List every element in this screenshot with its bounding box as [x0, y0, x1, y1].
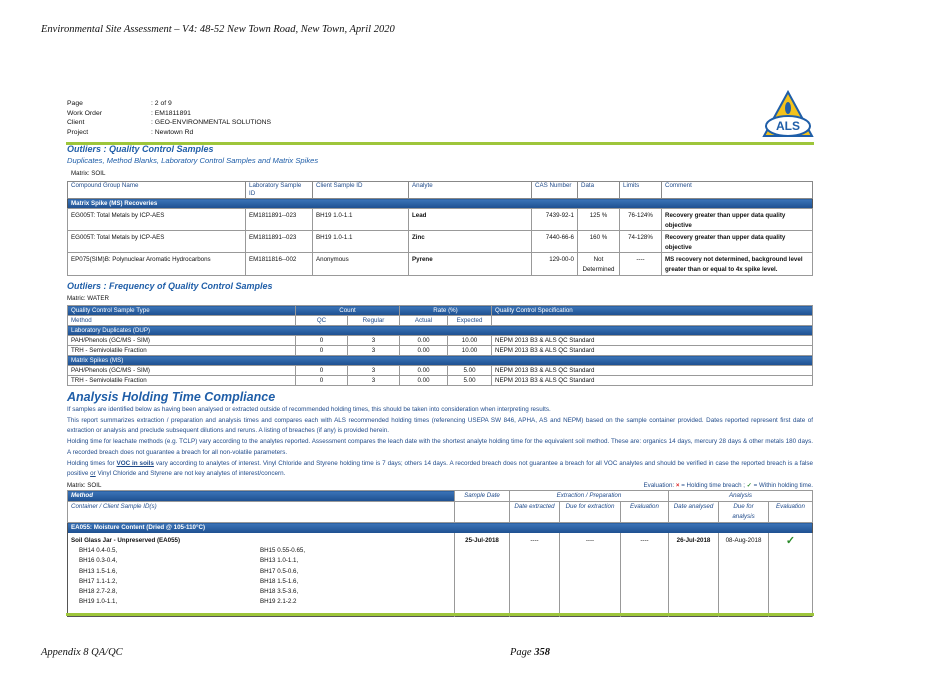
- sample-id: BH17 1.1-1.2,: [79, 577, 118, 585]
- svg-text:ALS: ALS: [776, 119, 800, 133]
- section-subtitle: Duplicates, Method Blanks, Laboratory Control Samples and Matrix Spikes: [67, 156, 319, 165]
- container-name: Soil Glass Jar - Unpreserved (EA055): [71, 537, 181, 544]
- column-header: Client Sample ID: [313, 182, 409, 199]
- qc-count: 0: [296, 346, 348, 356]
- eval-extraction: ----: [621, 533, 669, 607]
- date-analysed: 26-Jul-2018: [669, 533, 719, 607]
- expected-rate: 10.00: [448, 346, 492, 356]
- header-analysis: Analysis: [669, 491, 813, 502]
- paragraph: This report summarizes extraction / preparation and analysis times and compares each with ALS recommended holding times (referencing USEPA SW 846, APHA, AS and NEPM) based on the sample container provided. Dates reported represent first date of extraction or analysis and preclude subsequent dilutions and reruns. A listing of breaches (if any) is provided herein.: [67, 416, 813, 435]
- expected-rate: 5.00: [448, 376, 492, 386]
- comment: Recovery greater than upper data quality objective: [662, 209, 813, 231]
- header-blank: [455, 502, 510, 523]
- header-actual: Actual: [400, 316, 448, 326]
- header-count: Count: [296, 306, 400, 316]
- voc-pre: Holding times for: [67, 459, 115, 467]
- qc-frequency-table: [67, 305, 813, 386]
- footer-appendix: Appendix 8 QA/QC: [41, 647, 123, 658]
- qc-count: 0: [296, 376, 348, 386]
- comment: Recovery greater than upper data quality objective: [662, 231, 813, 253]
- regular-count: 3: [348, 336, 400, 346]
- sample-id-list: [71, 546, 451, 607]
- method: TRH - Semivolatile Fraction: [68, 376, 296, 386]
- meta-value: : EM1811891: [151, 109, 191, 117]
- meta-key: Work Order: [67, 109, 102, 117]
- method: PAH/Phenols (GC/MS - SIM): [68, 336, 296, 346]
- band-row: Matrix Spike (MS) Recoveries: [68, 199, 813, 209]
- sample-id: BH19 1.0-1.1,: [79, 598, 118, 606]
- als-logo: [762, 90, 814, 140]
- header-evaluation: Evaluation: [621, 502, 669, 523]
- column-header: Data: [578, 182, 620, 199]
- method-band: EA055: Moisture Content (Dried @ 105-110°C): [68, 523, 813, 534]
- analyte: Pyrene: [409, 253, 532, 275]
- column-header: CAS Number: [532, 182, 578, 199]
- qc-count: 0: [296, 336, 348, 346]
- qc-spec: NEPM 2013 B3 & ALS QC Standard: [492, 366, 813, 376]
- header-qc: QC: [296, 316, 348, 326]
- analyte: Lead: [409, 209, 532, 231]
- header-spec: Quality Control Specification: [492, 306, 813, 316]
- column-header: Comment: [662, 182, 813, 199]
- meta-row: [67, 128, 271, 138]
- cas-number: 7440-66-6: [532, 231, 578, 253]
- meta-row: [67, 99, 271, 109]
- sample-id: BH14 0.4-0.5,: [79, 547, 118, 555]
- header-method: Method: [68, 316, 296, 326]
- qc-outliers-table: [67, 181, 813, 276]
- due-extraction: ----: [560, 533, 621, 607]
- document-header: Environmental Site Assessment – V4: 48-52 New Town Road, New Town, April 2020: [41, 24, 395, 35]
- column-header: Laboratory Sample ID: [246, 182, 313, 199]
- column-header: Analyte: [409, 182, 532, 199]
- cas-number: 7439-92-1: [532, 209, 578, 231]
- holding-time-text: [67, 405, 813, 480]
- sample-id: BH16 0.3-0.4,: [79, 557, 118, 565]
- comment: MS recovery not determined, background level greater than or equal to 4x spike level.: [662, 253, 813, 275]
- expected-rate: 10.00: [448, 336, 492, 346]
- client-sample-id: BH19 1.0-1.1: [313, 231, 409, 253]
- table-row: [68, 336, 813, 346]
- data-value: Not Determined: [578, 253, 620, 275]
- meta-value: : Newtown Rd: [151, 128, 194, 136]
- qc-spec: NEPM 2013 B3 & ALS QC Standard: [492, 336, 813, 346]
- paragraph-voc: [67, 459, 813, 480]
- report-meta: [67, 99, 271, 137]
- limits: ----: [620, 253, 662, 275]
- header-due-analysis: Due for analysis: [719, 502, 769, 523]
- check-icon: ✓: [785, 535, 796, 547]
- table-row: [68, 366, 813, 376]
- within-text: = Within holding time.: [753, 482, 813, 489]
- meta-value: : GEO-ENVIRONMENTAL SOLUTIONS: [151, 119, 272, 127]
- sample-id: BH15 0.55-0.65,: [260, 547, 306, 555]
- section-title-qc-frequency: Outliers : Frequency of Quality Control Samples: [67, 281, 273, 291]
- header-method: Method: [68, 491, 455, 502]
- header-evaluation-2: Evaluation: [769, 502, 813, 523]
- sample-id: BH18 1.5-1.6,: [260, 577, 299, 585]
- meta-key: Project: [67, 128, 89, 136]
- table-row: [68, 253, 813, 275]
- client-sample-id: BH19 1.0-1.1: [313, 209, 409, 231]
- meta-value: : 2 of 9: [151, 100, 172, 107]
- matrix-label: Matrix: SOIL: [71, 170, 106, 177]
- compound-group: EG005T: Total Metals by ICP-AES: [68, 231, 246, 253]
- data-value: 125 %: [578, 209, 620, 231]
- lab-sample-id: EM1811816--002: [246, 253, 313, 275]
- header-regular: Regular: [348, 316, 400, 326]
- table-row: [68, 209, 813, 231]
- limits: 74-128%: [620, 231, 662, 253]
- qc-spec: NEPM 2013 B3 & ALS QC Standard: [492, 346, 813, 356]
- paragraph: If samples are identified below as having been analysed or extracted outside of recommended holding times, this should be taken into consideration when interpreting results.: [67, 406, 551, 413]
- header-container: Container / Client Sample ID(s): [68, 502, 455, 523]
- sample-id: BH17 0.5-0.6,: [260, 567, 299, 575]
- qc-spec: NEPM 2013 B3 & ALS QC Standard: [492, 376, 813, 386]
- meta-key: Client: [67, 119, 85, 127]
- page-number: 358: [534, 647, 550, 658]
- container-cell: [68, 533, 455, 607]
- method: TRH - Semivolatile Fraction: [68, 346, 296, 356]
- sample-id: BH13 1.5-1.6,: [79, 567, 118, 575]
- regular-count: 3: [348, 366, 400, 376]
- lab-sample-id: EM1811891--023: [246, 209, 313, 231]
- header-due-extraction: Due for extraction: [560, 502, 621, 523]
- sample-id: BH13 1.0-1.1,: [260, 557, 299, 565]
- meta-row: [67, 109, 271, 119]
- date-extracted: ----: [510, 533, 560, 607]
- voc-end: Vinyl Chloride and Styrene are not key analytes of interest/concern.: [97, 470, 286, 478]
- sample-id: BH18 3.5-3.6,: [260, 588, 299, 596]
- header-rate: Rate (%): [400, 306, 492, 316]
- green-divider: [66, 613, 814, 616]
- column-header: Limits: [620, 182, 662, 199]
- breach-text: = Holding time breach ;: [681, 482, 746, 489]
- header-type: Quality Control Sample Type: [68, 306, 296, 316]
- cas-number: 129-00-0: [532, 253, 578, 275]
- band-row: Matrix Spikes (MS): [68, 356, 813, 366]
- check-icon: ✓: [746, 482, 752, 489]
- header-date-analysed: Date analysed: [669, 502, 719, 523]
- meta-row: [67, 118, 271, 128]
- analyte: Zinc: [409, 231, 532, 253]
- actual-rate: 0.00: [400, 366, 448, 376]
- matrix-label: Matric: WATER: [67, 295, 109, 302]
- lab-sample-id: EM1811891--023: [246, 231, 313, 253]
- header-expected: Expected: [448, 316, 492, 326]
- paragraph: Holding time for leachate methods (e.g. TCLP) vary according to the analytes reported. Assessment compares the leach date with the shortest analyte holding time for the equivalent soil method. These are: organics 14 days, mercury 28 days & other metals 180 days. A recorded breach does not guarantee a breach for all non-volatile parameters.: [67, 438, 813, 456]
- regular-count: 3: [348, 346, 400, 356]
- sample-id: BH18 2.7-2.8,: [79, 588, 118, 596]
- matrix-label: Matrix: SOIL: [67, 482, 102, 489]
- section-title-holding-time: Analysis Holding Time Compliance: [67, 390, 276, 404]
- table-row: [68, 346, 813, 356]
- meta-key: Page: [67, 100, 83, 107]
- evaluation-label: Evaluation:: [643, 482, 675, 489]
- compound-group: EP075(SIM)B: Polynuclear Aromatic Hydrocarbons: [68, 253, 246, 275]
- header-blank: [492, 316, 813, 326]
- page-label: Page: [510, 647, 532, 658]
- limits: 76-124%: [620, 209, 662, 231]
- due-analysis: 08-Aug-2018: [719, 533, 769, 607]
- expected-rate: 5.00: [448, 366, 492, 376]
- sample-id: BH19 2.1-2.2: [260, 598, 297, 606]
- table-row: [68, 231, 813, 253]
- header-extraction: Extraction / Preparation: [510, 491, 669, 502]
- actual-rate: 0.00: [400, 376, 448, 386]
- breach-icon: ×: [675, 482, 680, 489]
- actual-rate: 0.00: [400, 346, 448, 356]
- header-date-extracted: Date extracted: [510, 502, 560, 523]
- data-value: 160 %: [578, 231, 620, 253]
- voc-or: or: [90, 470, 96, 478]
- holding-time-table: [67, 490, 813, 617]
- actual-rate: 0.00: [400, 336, 448, 346]
- method: PAH/Phenols (GC/MS - SIM): [68, 366, 296, 376]
- evaluation-legend: [643, 482, 813, 489]
- band-row: Laboratory Duplicates (DUP): [68, 326, 813, 336]
- voc-post: vary according to analytes of interest. Vinyl Chloride and Styrene holding time is 7 days; others 14 days. A recorded breach does not guarantee a breach for all VOC analytes and should be verified in case the reported breach is a false positive: [67, 459, 814, 478]
- client-sample-id: Anonymous: [313, 253, 409, 275]
- qc-count: 0: [296, 366, 348, 376]
- regular-count: 3: [348, 376, 400, 386]
- voc-link[interactable]: VOC in soils: [116, 459, 154, 467]
- header-sample-date: Sample Date: [455, 491, 510, 502]
- table-row: [68, 376, 813, 386]
- sample-date: 25-Jul-2018: [455, 533, 510, 607]
- section-title-qc-samples: Outliers : Quality Control Samples: [67, 144, 214, 154]
- footer-page: [510, 647, 550, 658]
- compound-group: EG005T: Total Metals by ICP-AES: [68, 209, 246, 231]
- column-header: Compound Group Name: [68, 182, 246, 199]
